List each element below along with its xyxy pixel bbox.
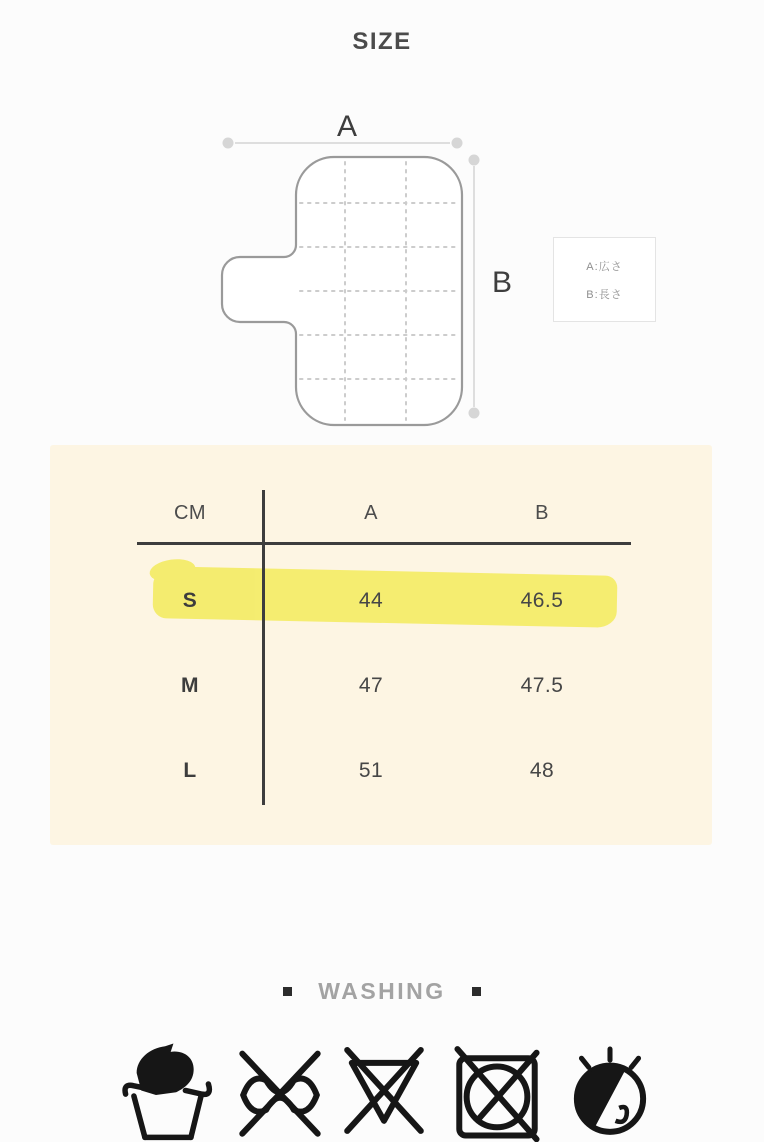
length-measure-line (469, 155, 480, 419)
unit-header: CM (173, 502, 207, 524)
hand-wash-icon (121, 1038, 213, 1142)
square-bullet-icon (283, 987, 292, 996)
legend-width-note: A:広さ (586, 260, 623, 273)
table-row-m (50, 673, 712, 699)
width-value: 51 (358, 759, 384, 782)
measure-legend (553, 237, 656, 322)
do-not-tumble-dry-icon (451, 1038, 543, 1142)
length-value: 46.5 (520, 589, 564, 612)
length-label: B (491, 266, 513, 299)
washing-heading (0, 977, 764, 1005)
table-horizontal-rule (137, 542, 631, 545)
length-value: 48 (529, 759, 555, 782)
width-value: 44 (358, 589, 384, 612)
do-not-bleach-icon (338, 1038, 430, 1142)
size-label: M (181, 674, 199, 697)
length-value: 47.5 (520, 674, 564, 697)
length-column-header: B (535, 502, 549, 524)
square-bullet-icon (472, 987, 481, 996)
do-not-wring-icon (234, 1038, 326, 1142)
size-label: S (182, 589, 198, 612)
width-value: 47 (358, 674, 384, 697)
size-table-panel (50, 445, 712, 845)
size-label: L (183, 759, 197, 782)
table-header-row (50, 500, 712, 526)
table-row-l (50, 758, 712, 784)
table-row-s (50, 588, 712, 614)
width-label: A (336, 110, 358, 143)
size-diagram (195, 100, 525, 435)
page-title: SIZE (352, 28, 412, 55)
washing-label: WASHING (318, 977, 446, 1004)
width-column-header: A (364, 502, 378, 524)
legend-length-note: B:長さ (586, 288, 623, 301)
do-not-dry-clean-icon (564, 1038, 656, 1142)
